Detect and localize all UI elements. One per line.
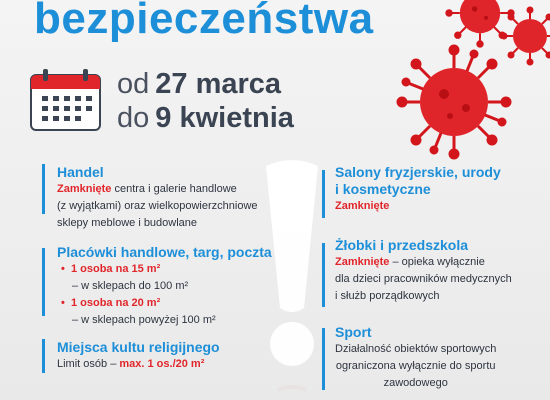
section-line: (z wyjątkami) oraz wielkopowierzchniowe: [57, 200, 258, 212]
date-from: [117, 68, 281, 101]
section-sport: [322, 324, 496, 392]
date-from-value: 27 marca: [155, 68, 282, 100]
section-kult: [42, 339, 220, 373]
section-zlobki: [322, 237, 512, 305]
status-closed: Zamknięte: [57, 183, 112, 195]
rule-value: 1 osoba na 15 m²: [70, 263, 161, 275]
rule-detail: – w sklepach powyżej 100 m²: [72, 314, 216, 326]
section-accent-bar: [322, 243, 325, 307]
section-line: zawodowego: [383, 377, 448, 389]
section-handel: [42, 164, 258, 232]
section-placowki: [42, 244, 272, 329]
section-line: [57, 356, 220, 373]
section-line: sklepy meblowe i budowlane: [57, 217, 198, 229]
section-line: i służb porządkowych: [335, 290, 440, 302]
section-title: Placówki handlowe, targ, poczta: [57, 244, 272, 260]
section-text: – opieka wyłącznie: [389, 256, 485, 268]
limit-value: max. 1 os./20 m²: [119, 358, 205, 370]
section-line: [335, 198, 501, 215]
date-to-value: 9 kwietnia: [155, 102, 294, 134]
section-line: dla dzieci pracowników medycznych: [335, 273, 512, 285]
section-text: centra i galerie handlowe: [111, 183, 237, 195]
section-line: [335, 254, 512, 271]
bullet-icon: •: [61, 263, 65, 275]
section-accent-bar: [322, 328, 325, 390]
section-accent-bar: [322, 170, 325, 218]
section-title: Handel: [57, 164, 104, 180]
page-title: bezpieczeństwa: [34, 0, 374, 43]
limit-label: Limit osób –: [57, 358, 120, 370]
rule-value: 1 osoba na 20 m²: [70, 297, 161, 309]
bullet-icon: •: [61, 297, 65, 309]
section-salony: [322, 164, 501, 215]
section-line: ograniczona wyłącznie do sportu: [335, 360, 496, 372]
status-closed: Zamknięte: [335, 256, 390, 268]
date-to-prefix: do: [117, 102, 150, 134]
section-title: Sport: [335, 324, 372, 340]
section-accent-bar: [42, 339, 45, 373]
rule-item: [61, 295, 272, 312]
section-title-cont: i kosmetyczne: [335, 181, 431, 197]
status-closed: Zamknięte: [335, 200, 390, 212]
section-title: Żłobki i przedszkola: [335, 237, 469, 253]
rule-item: [61, 261, 272, 278]
coronavirus-icon: [394, 42, 514, 162]
section-title: Salony fryzjerskie, urody: [335, 164, 501, 180]
section-accent-bar: [42, 164, 45, 214]
section-line: [57, 181, 258, 198]
section-line: Działalność obiektów sportowych: [335, 343, 497, 355]
date-to: [117, 102, 294, 135]
section-accent-bar: [42, 248, 45, 316]
rule-detail: – w sklepach do 100 m²: [72, 280, 189, 292]
calendar-icon: [30, 69, 101, 131]
date-from-prefix: od: [117, 68, 150, 100]
section-title: Miejsca kultu religijnego: [57, 339, 220, 355]
